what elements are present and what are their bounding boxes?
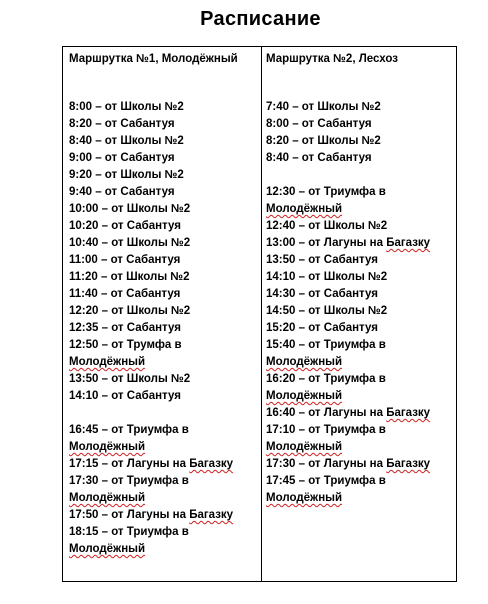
route-2-header: Маршрутка №2, Лесхоз bbox=[266, 53, 398, 65]
schedule-entry: 8:00 – от Сабантуя bbox=[266, 118, 372, 130]
schedule-entry: 12:20 – от Школы №2 bbox=[69, 305, 191, 317]
route-1-header: Маршрутка №1, Молодёжный bbox=[69, 53, 238, 65]
schedule-entry: Молодёжный bbox=[69, 356, 146, 368]
schedule-gap bbox=[69, 405, 259, 422]
schedule-entry: 8:20 – от Школы №2 bbox=[266, 135, 381, 147]
schedule-entry: 16:40 – от Лагуны на Багазку bbox=[266, 407, 431, 419]
schedule-entry: 15:40 – от Триумфа в bbox=[266, 339, 386, 351]
schedule-entry: 17:30 – от Триумфа в bbox=[69, 475, 189, 487]
schedule-gap bbox=[69, 82, 259, 99]
schedule-entry: 11:00 – от Сабантуя bbox=[69, 254, 181, 266]
schedule-entry: 10:20 – от Сабантуя bbox=[69, 220, 181, 232]
schedule-entry: Молодёжный bbox=[69, 543, 146, 555]
schedule-entry: 13:00 – от Лагуны на Багазку bbox=[266, 237, 431, 249]
schedule-entry: 10:40 – от Школы №2 bbox=[69, 237, 191, 249]
schedule-entry: Молодёжный bbox=[69, 441, 146, 453]
schedule-entry: 9:20 – от Школы №2 bbox=[69, 169, 184, 181]
route-1-column bbox=[69, 47, 259, 558]
schedule-gap bbox=[266, 82, 456, 99]
schedule-entry: 12:30 – от Триумфа в bbox=[266, 186, 386, 198]
schedule-entry: 16:45 – от Триумфа в bbox=[69, 424, 189, 436]
schedule-entry: 18:15 – от Триумфа в bbox=[69, 526, 189, 538]
route-2-column bbox=[266, 47, 456, 507]
schedule-entry: Молодёжный bbox=[266, 492, 343, 504]
schedule-entry: 8:40 – от Сабантуя bbox=[266, 152, 372, 164]
schedule-table bbox=[62, 46, 457, 582]
schedule-entry: 7:40 – от Школы №2 bbox=[266, 101, 381, 113]
schedule-entry: 9:00 – от Сабантуя bbox=[69, 152, 175, 164]
schedule-gap bbox=[266, 167, 456, 184]
schedule-entry: 17:30 – от Лагуны на Багазку bbox=[266, 458, 431, 470]
schedule-entry: 12:40 – от Школы №2 bbox=[266, 220, 388, 232]
schedule-entry: 8:00 – от Школы №2 bbox=[69, 101, 184, 113]
page-title: Расписание bbox=[200, 8, 321, 30]
schedule-entry: Молодёжный bbox=[69, 492, 146, 504]
schedule-entry: 13:50 – от Школы №2 bbox=[69, 373, 191, 385]
schedule-entry: 17:45 – от Триумфа в bbox=[266, 475, 386, 487]
schedule-entry: Молодёжный bbox=[266, 441, 343, 453]
route-2-entries bbox=[266, 82, 456, 507]
schedule-entry: 16:20 – от Триумфа в bbox=[266, 373, 386, 385]
schedule-entry: Молодёжный bbox=[266, 203, 343, 215]
schedule-entry: 11:40 – от Сабантуя bbox=[69, 288, 181, 300]
route-2-header-gap bbox=[266, 68, 456, 82]
schedule-entry: 14:10 – от Сабантуя bbox=[69, 390, 181, 402]
schedule-entry: 8:40 – от Школы №2 bbox=[69, 135, 184, 147]
schedule-entry: 17:10 – от Триумфа в bbox=[266, 424, 386, 436]
schedule-entry: 17:15 – от Лагуны на Багазку bbox=[69, 458, 234, 470]
schedule-entry: 12:50 – от Трумфа в bbox=[69, 339, 182, 351]
schedule-entry: 8:20 – от Сабантуя bbox=[69, 118, 175, 130]
schedule-entry: Молодёжный bbox=[266, 356, 343, 368]
route-1-entries bbox=[69, 82, 259, 558]
schedule-entry: 10:00 – от Школы №2 bbox=[69, 203, 191, 215]
schedule-entry: 15:20 – от Сабантуя bbox=[266, 322, 378, 334]
schedule-entry: 14:30 – от Сабантуя bbox=[266, 288, 378, 300]
route-1-header-gap bbox=[69, 68, 259, 82]
schedule-entry: 9:40 – от Сабантуя bbox=[69, 186, 175, 198]
column-divider bbox=[261, 47, 262, 581]
schedule-entry: 12:35 – от Сабантуя bbox=[69, 322, 181, 334]
schedule-entry: 14:10 – от Школы №2 bbox=[266, 271, 388, 283]
schedule-entry: Молодёжный bbox=[266, 390, 343, 402]
schedule-entry: 13:50 – от Сабантуя bbox=[266, 254, 378, 266]
schedule-entry: 14:50 – от Школы №2 bbox=[266, 305, 388, 317]
schedule-entry: 17:50 – от Лагуны на Багазку bbox=[69, 509, 234, 521]
schedule-entry: 11:20 – от Школы №2 bbox=[69, 271, 190, 283]
